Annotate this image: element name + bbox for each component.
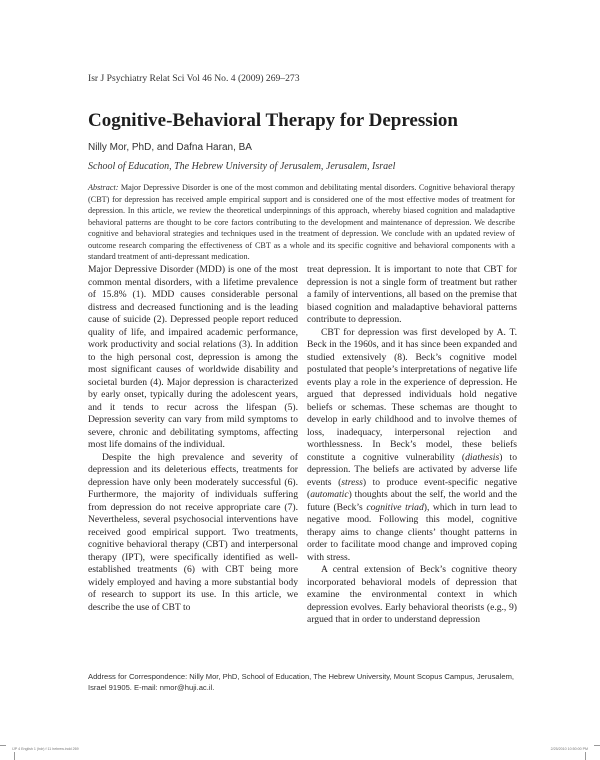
body-column-left [88, 264, 298, 614]
crop-mark [14, 752, 15, 760]
emphasis-stress: stress [341, 476, 363, 488]
body-paragraph: Despite the high prevalence and severity of depression and its deleterious effects, treatments for depression have only been moderately successful (6). Furthermore, the majority of individuals suffering from depression do not receive appropriate care (7). Nevertheless, several psychosocial interventions have received good empirical support. Two treatments, cognitive behavioral therapy (CBT) and interpersonal therapy (IPT), were specifically identified as well-established treatments (6) with CBT being more widely employed and having a more substantial body of research to support its use. In this article, we describe the use of CBT to [88, 451, 298, 613]
emphasis-automatic: automatic [310, 489, 349, 500]
correspondence-footnote: Address for Correspondence: Nilly Mor, PhD, School of Education, The Hebrew University, Mount Scopus Campus, Jerusalem, Israel 91905. E-mail: nmor@huji.ac.il. [88, 672, 515, 692]
print-slug-right: 2/25/2010 10:50:00 PM [550, 747, 588, 751]
text-run: CBT for depression was first developed by A. T. Beck in the 1960s, and it has since been expanded and studied extensively (8). Beck’s cognitive model postulated that people’s interpretations of negative life events play a role in the experience of depression. He argued that depressed individuals hold negative beliefs or schemas. These schemas are thought to develop in early childhood and to involve themes of loss, inadequacy, interpersonal rejection and worthlessness. In Beck’s model, these beliefs constitute a cognitive vulnerability ( [307, 326, 517, 463]
crop-mark [594, 745, 600, 746]
emphasis-diathesis: diathesis [465, 451, 500, 463]
text-run: ) to depression. The beliefs are activated by adverse life events ( [307, 451, 517, 488]
journal-citation: Isr J Psychiatry Relat Sci Vol 46 No. 4 (2009) 269–273 [88, 73, 300, 84]
body-paragraph: treat depression. It is important to note that CBT for depression is not a single form of treatment but rather a family of interventions, all based on the premise that biased cognition and maladaptive behavioral patterns contribute to depression. [307, 264, 517, 325]
text-run: ), which in turn lead to negative mood. Following this model, cognitive therapy aims to change clients’ thought patterns in order to facilitate mood change and improved coping with stress. [307, 501, 517, 563]
text-run: ) thoughts about the self, the world and the future (Beck’s [307, 489, 517, 513]
abstract [88, 182, 515, 263]
crop-mark [585, 752, 586, 760]
author-list: Nilly Mor, PhD, and Dafna Haran, BA [88, 142, 252, 153]
body-column-right [307, 264, 517, 627]
print-slug-left: IJP 4 English 1 (hdr) f 11 hebrew.indd 269 [12, 747, 79, 751]
body-paragraph: Major Depressive Disorder (MDD) is one of the most common mental disorders, with a lifetime prevalence of 15.8% (1). MDD causes considerable personal distress and decreased functioning and is the leading cause of suicide (2). Depressed people report reduced quality of life, and impaired academic performance, work productivity and social relations (3). In addition to the high personal cost, depression is among the most significant causes of worldwide disability and societal burden (4). Major depression is characterized by early onset, typically during the adolescent years, and it tends to recur across the lifespan (5). Depression severity can vary from mild symptoms to severe, chronic and debilitating symptoms, affecting most life domains of the individual. [88, 264, 298, 450]
emphasis-cognitive-triad: cognitive triad [366, 501, 424, 513]
text-run: ) to produce event-specific negative ( [307, 476, 517, 500]
body-paragraph [307, 327, 517, 565]
author-affiliation: School of Education, The Hebrew University of Jerusalem, Jerusalem, Israel [88, 161, 396, 172]
abstract-text: Major Depressive Disorder is one of the most common and debilitating mental disorders. Cognitive behavioral therapy (CBT) for depression has received ample empirical support and is considered one of the most effective modes of treatment for depression. In this article, we review the theoretical underpinnings of this approach, whereby biased cognition and maladaptive behavioral patterns are thought to be core factors contributing to the development and maintenance of depression. We describe cognitive and behavioral strategies and techniques used in the treatment of depression. We conclude with an updated review of outcome research comparing the effectiveness of CBT as a whole and its specific cognitive and behavioral components with a standard treatment of anti-depressant medication. [88, 183, 515, 262]
crop-mark [0, 745, 6, 746]
article-title: Cognitive-Behavioral Therapy for Depression [88, 110, 458, 131]
body-paragraph: A central extension of Beck’s cognitive theory incorporated behavioral models of depression that examine the environmental context in which depression evolves. Early behavioral theorists (e.g., 9) argued that in order to understand depression [307, 564, 517, 625]
abstract-label: Abstract: [88, 183, 119, 192]
